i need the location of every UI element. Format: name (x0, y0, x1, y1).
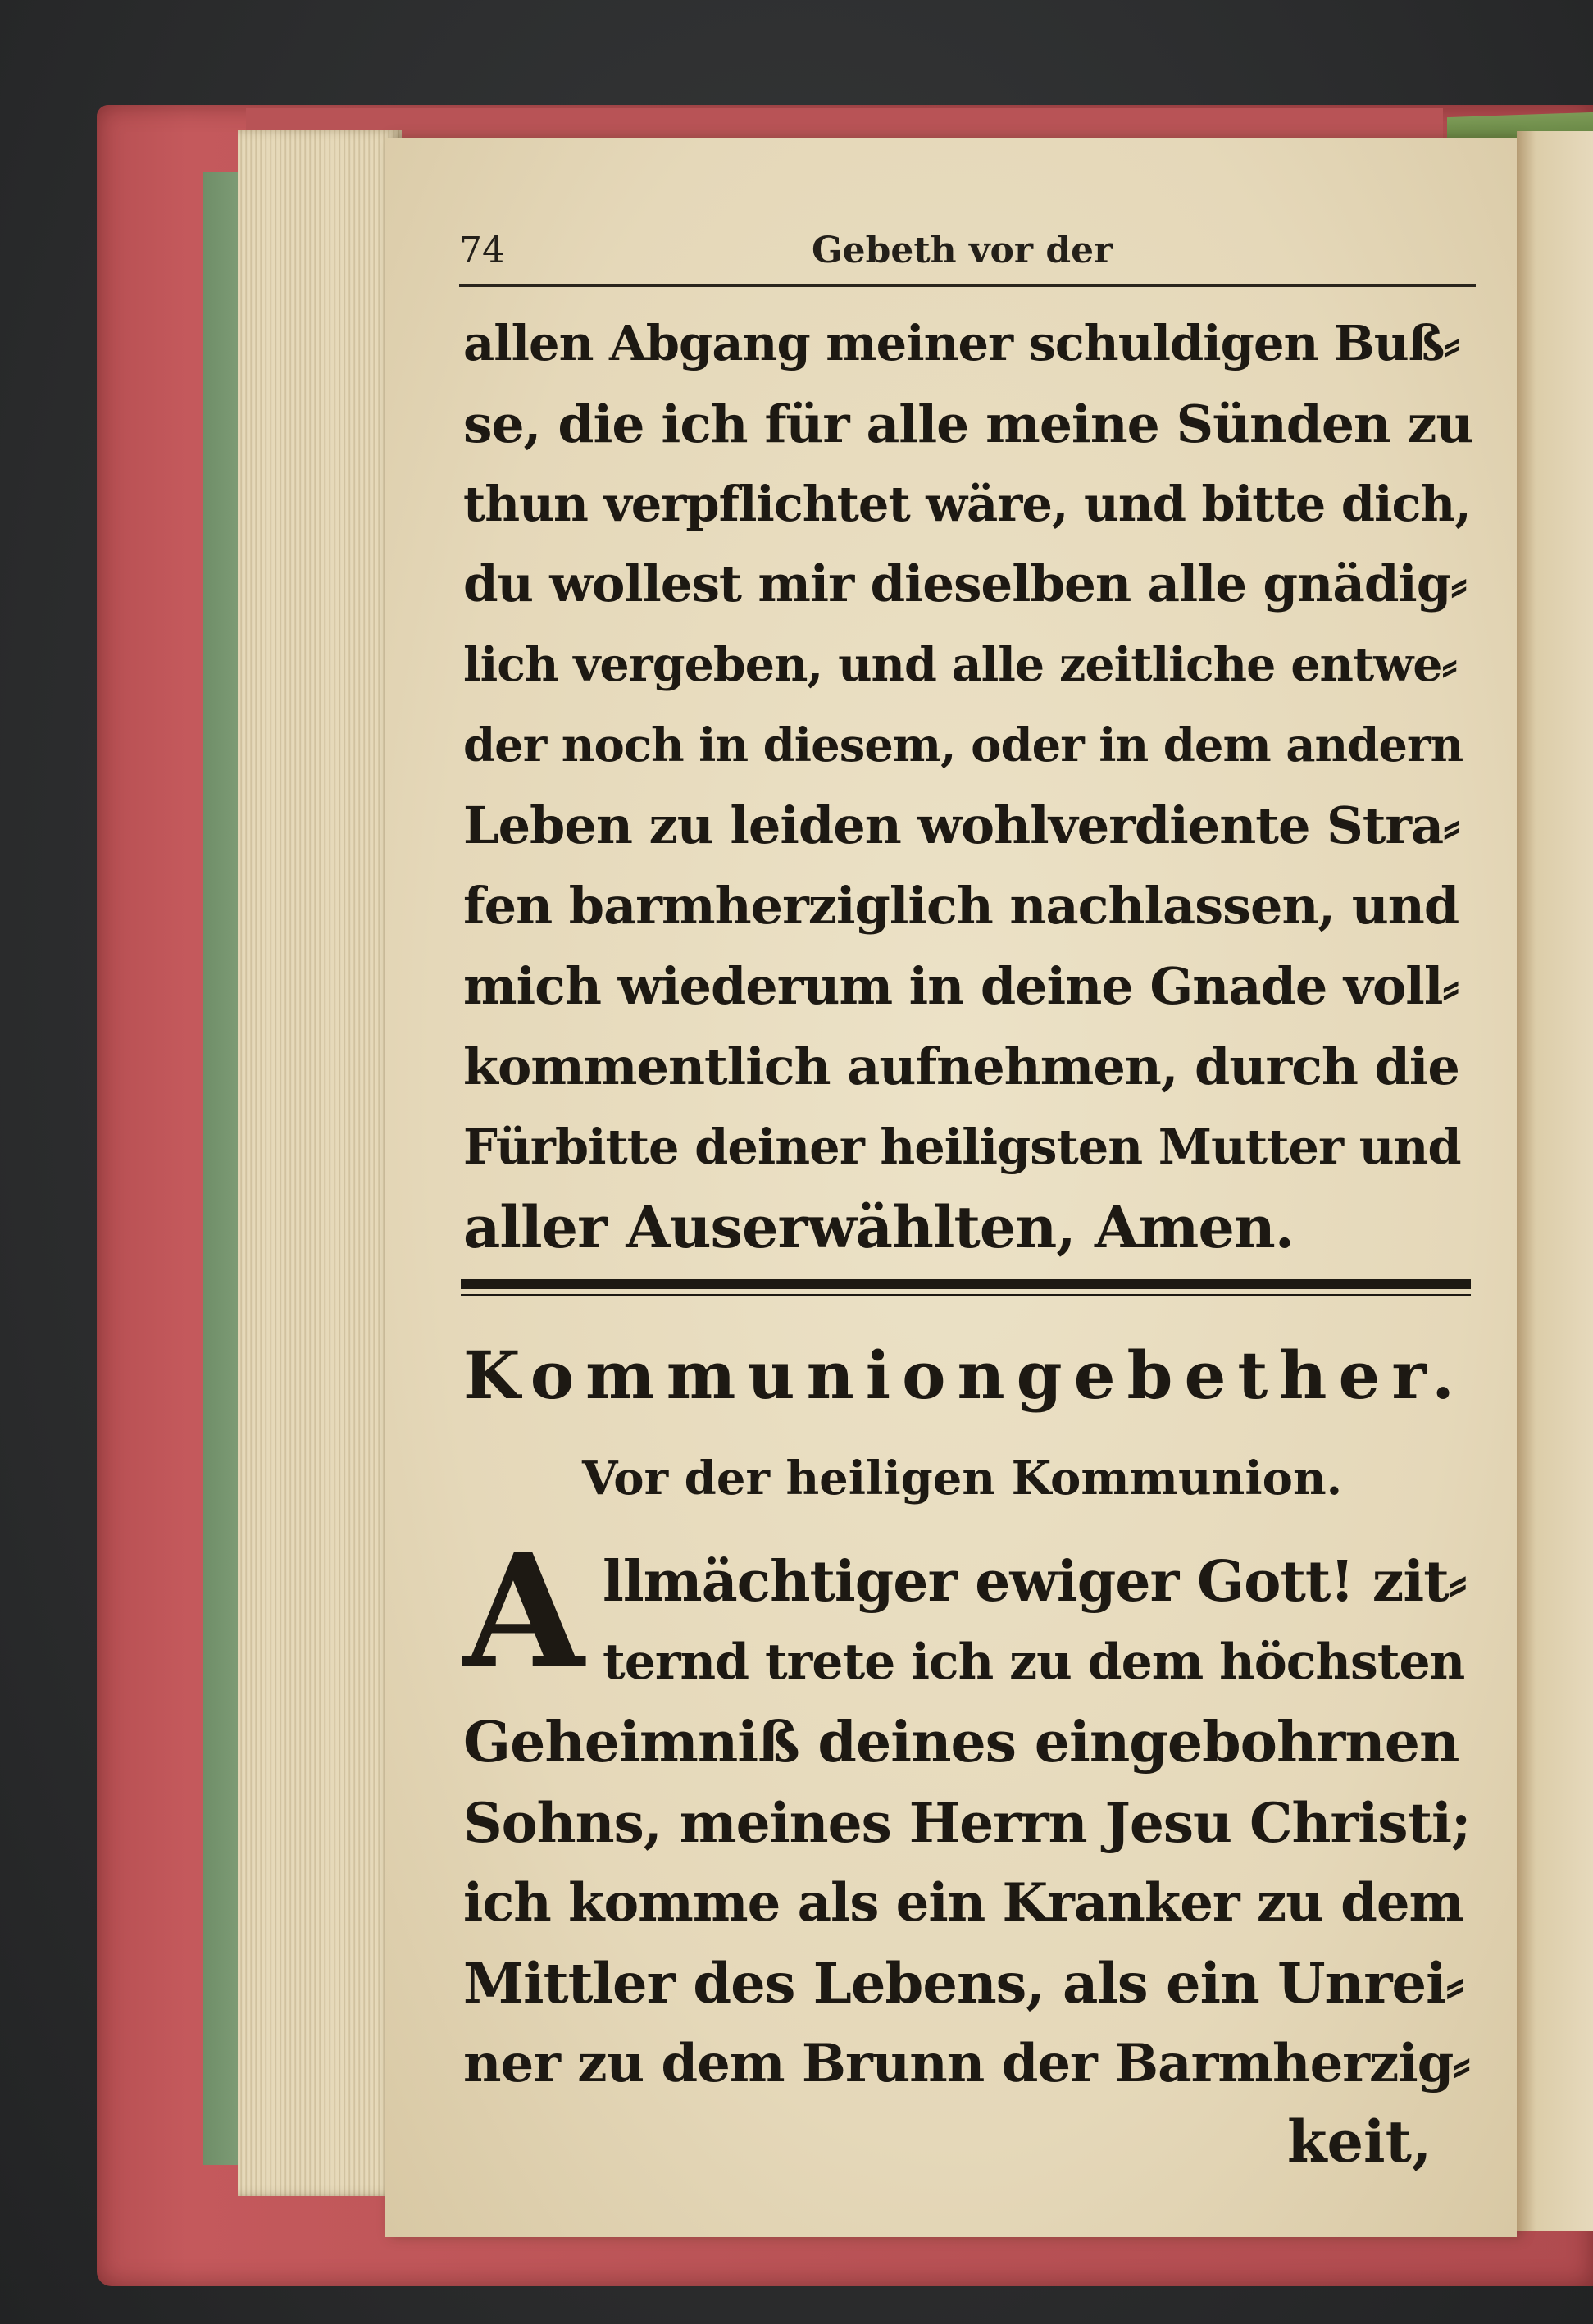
text-line: ner zu dem Brunn der Barmherzig⸗ (463, 2033, 1470, 2094)
section-divider (461, 1279, 1471, 1297)
text-line: se, die ich für alle meine Sünden zu (463, 394, 1473, 454)
text-line: aller Auserwählten, Amen. (463, 1193, 1295, 1261)
header-rule (459, 284, 1476, 287)
running-head: Gebeth vor der (812, 230, 1113, 271)
page-number: 74 (459, 230, 505, 271)
divider-thick-rule (461, 1279, 1471, 1289)
text-line: du wollest mir dieselben alle gnädig⸗ (463, 555, 1467, 613)
cover-top-edge (246, 108, 1443, 138)
page-edges (238, 130, 402, 2196)
text-line: lich vergeben, und alle zeitliche entwe⸗ (463, 637, 1457, 692)
text-line: allen Abgang meiner schuldigen Buß⸗ (463, 315, 1460, 371)
catchword: keit, (1287, 2108, 1432, 2176)
text-line: fen barmherziglich nachlassen, und (463, 876, 1459, 936)
text-line: Mittler des Lebens, als ein Unrei⸗ (463, 1951, 1463, 2016)
text-line: mich wiederum in deine Gnade voll⸗ (463, 956, 1459, 1016)
page-header (459, 230, 1476, 287)
text-line: Fürbitte deiner heiligsten Mutter und (463, 1119, 1461, 1175)
text-line: llmächtiger ewiger Gott! zit⸗ (603, 1549, 1467, 1615)
text-line: ternd trete ich zu dem höchsten (603, 1634, 1465, 1691)
text-line: Leben zu leiden wohlverdiente Stra⸗ (463, 795, 1459, 855)
prayer-text (463, 1542, 1472, 2104)
text-line: thun verpflichtet wäre, und bitte dich, (463, 476, 1471, 532)
facing-page-edge (1517, 131, 1593, 2231)
divider-thin-rule (461, 1294, 1471, 1296)
text-line: der noch in diesem, oder in dem andern (463, 718, 1463, 772)
text-line: ich komme als ein Kranker zu dem (463, 1872, 1464, 1934)
paragraph-continuation (463, 303, 1472, 1268)
text-line: Sohns, meines Herrn Jesu Christi; (463, 1791, 1471, 1855)
section-title: Kommuniongebether. (463, 1337, 1467, 1414)
section-subtitle: Vor der heiligen Kommunion. (582, 1451, 1343, 1506)
drop-cap: A (463, 1520, 585, 1702)
text-line: Geheimniß deines eingebohrnen (463, 1710, 1459, 1775)
text-line: kommentlich aufnehmen, durch die (463, 1037, 1459, 1096)
